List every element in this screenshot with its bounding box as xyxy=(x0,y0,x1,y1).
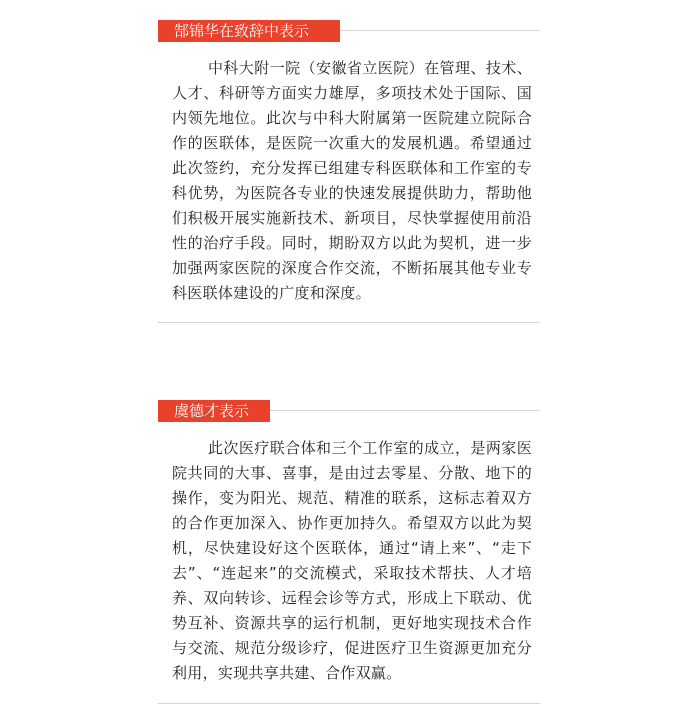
section-paragraph: 中科大附一院（安徽省立医院）在管理、技术、人才、科研等方面实力雄厚，多项技术处于国际、国内领先地位。此次与中科大附属第一医院建立院际合作的医联体，是医院一次重大的发展机遇。希望通过此次签约，充分发挥已组建专科医联体和工作室的专科优势，为医院各专业的快速发展提供助力，帮助他们积极开展实施新技术、新项目，尽快掌握使用前沿性的治疗手段。同时，期盼双方以此为契机，进一步加强两家医院的深度合作交流，不断拓展其他专业专科医联体建设的广度和深度。 xyxy=(172,59,532,302)
section-guo-jinhua xyxy=(158,20,540,323)
section-heading: 郜锦华在致辞中表示 xyxy=(158,20,340,42)
section-heading: 虞德才表示 xyxy=(158,400,270,422)
bottom-divider xyxy=(158,322,540,323)
section-paragraph: 此次医疗联合体和三个工作室的成立，是两家医院共同的大事、喜事，是由过去零星、分散、地下的操作，变为阳光、规范、精准的联系，这标志着双方的合作更加深入、协作更加持久。希望双方以此为契机，尽快建设好这个医联体，通过“请上来”、“走下去”、“连起来”的交流模式，采取技术帮扶、人才培养、双向转诊、远程会诊等方式，形成上下联动、优势互补、资源共享的运行机制，更好地实现技术合作与交流、规范分级诊疗，促进医疗卫生资源更加充分利用，实现共享共建、合作双赢。 xyxy=(172,439,532,682)
section-header xyxy=(158,20,540,42)
section-header xyxy=(158,400,540,422)
section-yu-decai xyxy=(158,400,540,704)
